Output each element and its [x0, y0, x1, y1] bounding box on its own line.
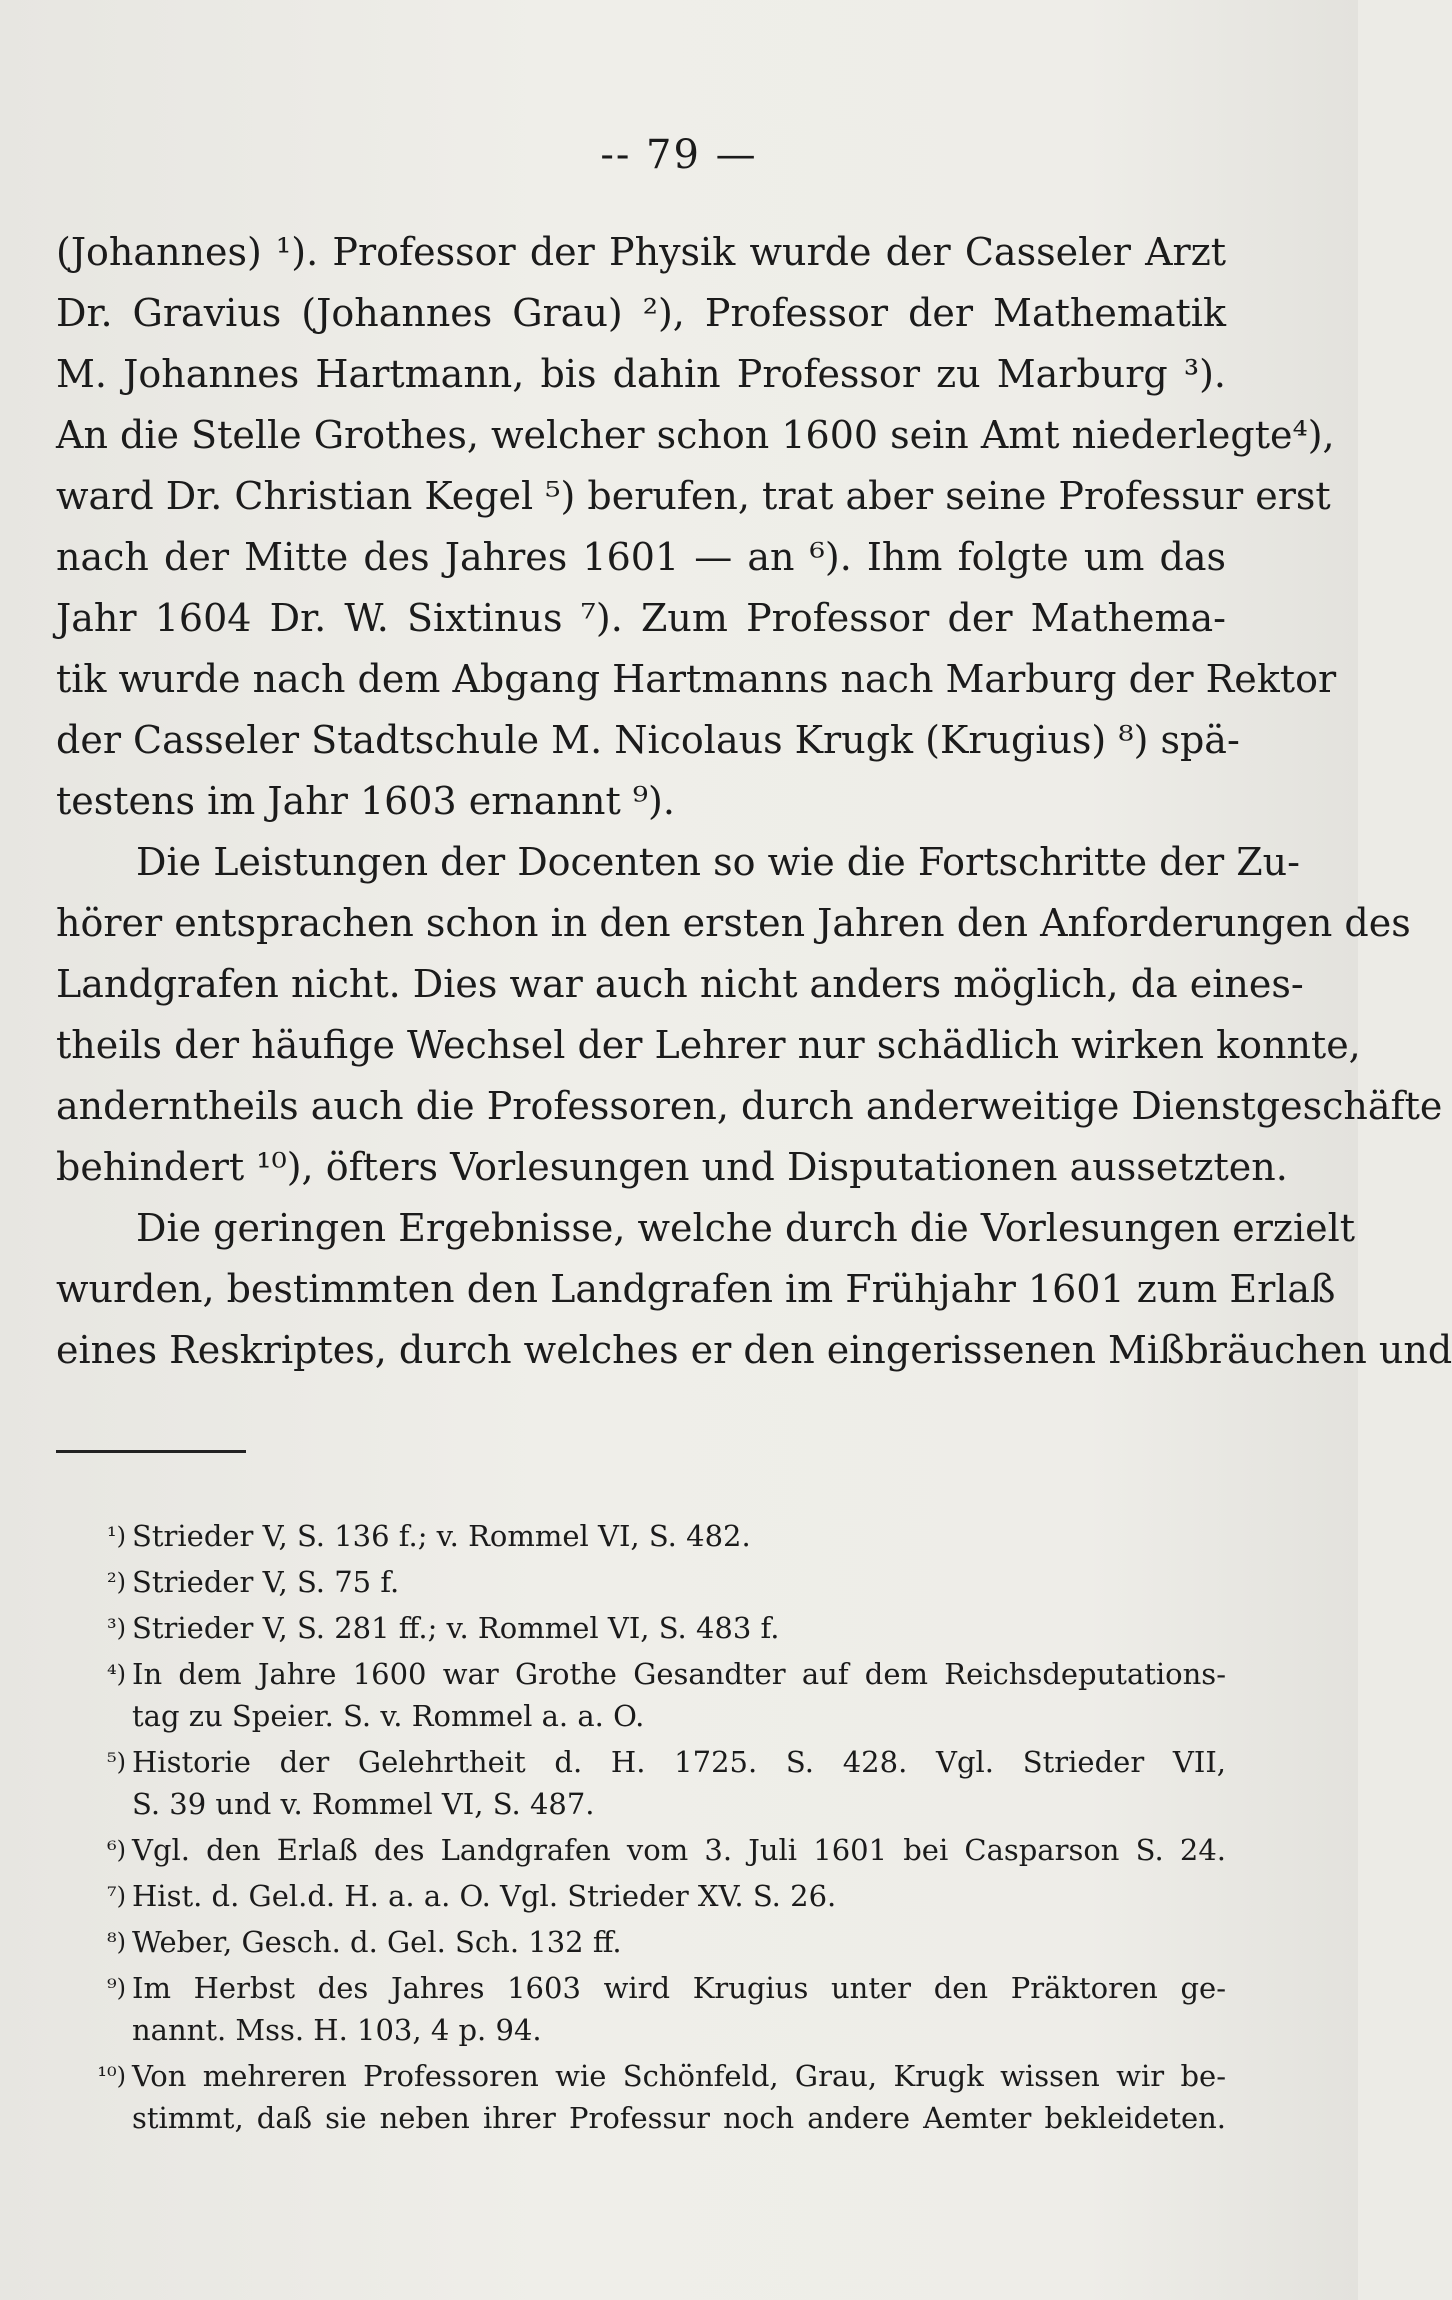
footnote-6: [56, 1829, 1226, 1871]
footnote-mark: ⁶): [107, 1836, 126, 1864]
footnote-line: Weber, Gesch. d. Gel. Sch. 132 ff.: [132, 1925, 622, 1959]
text-line: nach der Mitte des Jahres 1601 — an ⁶). Ihm folgte um das: [56, 535, 1226, 579]
footnote-3: [56, 1607, 1226, 1649]
footnote-line: S. 39 und v. Rommel VI, S. 487.: [132, 1787, 595, 1821]
footnote-line: Von mehreren Professoren wie Schönfeld, Grau, Krugk wissen wir be-: [132, 2059, 1226, 2093]
footnote-mark: ²): [107, 1568, 126, 1596]
footnote-2: [56, 1561, 1226, 1603]
text-line: wurden, bestimmten den Landgrafen im Frühjahr 1601 zum Erlaß: [56, 1267, 1336, 1311]
footnote-mark: ³): [107, 1614, 126, 1642]
text-line: Die Leistungen der Docenten so wie die Fortschritte der Zu-: [136, 840, 1300, 884]
text-line: tik wurde nach dem Abgang Hartmanns nach Marburg der Rektor: [56, 657, 1337, 701]
text-line: eines Reskriptes, durch welches er den eingerissenen Mißbräuchen und: [56, 1328, 1452, 1372]
footnote-4: [56, 1653, 1226, 1737]
footnote-line: Im Herbst des Jahres 1603 wird Krugius unter den Präktoren ge-: [132, 1971, 1226, 2005]
footnote-1: [56, 1515, 1226, 1557]
footnote-line: In dem Jahre 1600 war Grothe Gesandter auf dem Reichsdeputations-: [132, 1657, 1226, 1691]
footnote-8: [56, 1921, 1226, 1963]
text-line: ward Dr. Christian Kegel ⁵) berufen, trat aber seine Professur erst: [56, 474, 1331, 518]
text-line: hörer entsprachen schon in den ersten Jahren den Anforderungen des: [56, 901, 1411, 945]
footnote-mark: ⁴): [107, 1660, 126, 1688]
main-text: [56, 222, 1452, 1381]
text-line: M. Johannes Hartmann, bis dahin Professor zu Marburg ³).: [56, 352, 1226, 396]
footnote-10: [56, 2055, 1226, 2139]
footnote-line: Strieder V, S. 281 ff.; v. Rommel VI, S. 483 f.: [132, 1611, 780, 1645]
text-line: Die geringen Ergebnisse, welche durch die Vorlesungen erzielt: [136, 1206, 1356, 1250]
footnote-7: [56, 1875, 1226, 1917]
text-line: der Casseler Stadtschule M. Nicolaus Krugk (Krugius) ⁸) spä-: [56, 718, 1240, 762]
footnote-divider: [56, 1450, 246, 1453]
text-line: behindert ¹⁰), öfters Vorlesungen und Disputationen aussetzten.: [56, 1145, 1288, 1189]
footnote-line: stimmt, daß sie neben ihrer Professur noch andere Aemter bekleideten.: [132, 2101, 1226, 2135]
text-line: An die Stelle Grothes, welcher schon 1600 sein Amt niederlegte⁴),: [56, 413, 1335, 457]
footnote-line: nannt. Mss. H. 103, 4 p. 94.: [132, 2013, 542, 2047]
footnote-line: Strieder V, S. 136 f.; v. Rommel VI, S. 482.: [132, 1519, 751, 1553]
text-line: Jahr 1604 Dr. W. Sixtinus ⁷). Zum Professor der Mathema-: [56, 596, 1226, 640]
text-line: (Johannes) ¹). Professor der Physik wurde der Casseler Arzt: [56, 230, 1226, 274]
footnote-mark: ⁷): [107, 1882, 126, 1910]
footnote-mark: ⁸): [107, 1928, 126, 1956]
footnote-line: Strieder V, S. 75 f.: [132, 1565, 400, 1599]
footnote-mark: ¹⁰): [97, 2062, 126, 2090]
footnote-line: tag zu Speier. S. v. Rommel a. a. O.: [132, 1699, 645, 1733]
footnote-line: Historie der Gelehrtheit d. H. 1725. S. 428. Vgl. Strieder VII,: [132, 1745, 1226, 1779]
text-line: theils der häufige Wechsel der Lehrer nur schädlich wirken konnte,: [56, 1023, 1361, 1067]
footnote-line: Hist. d. Gel.d. H. a. a. O. Vgl. Strieder XV. S. 26.: [132, 1879, 837, 1913]
text-line: Dr. Gravius (Johannes Grau) ²), Professor der Mathematik: [56, 291, 1226, 335]
footnotes: [56, 1515, 1226, 2143]
text-line: anderntheils auch die Professoren, durch anderweitige Dienstgeschäfte: [56, 1084, 1443, 1128]
footnote-mark: ¹): [107, 1522, 126, 1550]
footnote-5: [56, 1741, 1226, 1825]
text-line: Landgrafen nicht. Dies war auch nicht anders möglich, da eines-: [56, 962, 1304, 1006]
footnote-line: Vgl. den Erlaß des Landgrafen vom 3. Juli 1601 bei Casparson S. 24.: [132, 1833, 1226, 1867]
footnote-9: [56, 1967, 1226, 2051]
text-line: testens im Jahr 1603 ernannt ⁹).: [56, 779, 675, 823]
page-number: -- 79 —: [600, 132, 758, 178]
footnote-mark: ⁹): [107, 1974, 126, 2002]
footnote-mark: ⁵): [107, 1748, 126, 1776]
